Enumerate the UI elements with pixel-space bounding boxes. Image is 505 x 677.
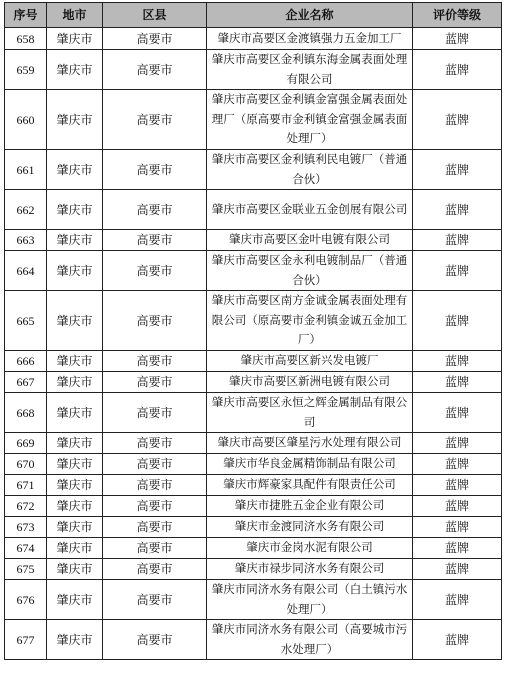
cell-rating-grade: 蓝牌 bbox=[413, 372, 502, 393]
table-row bbox=[5, 190, 502, 230]
cell-enterprise-name: 肇庆市高要区肇星污水处理有限公司 bbox=[207, 433, 413, 454]
cell-county: 高要市 bbox=[103, 620, 207, 660]
cell-enterprise-name: 肇庆市高要区金利镇东海金属表面处理有限公司 bbox=[207, 50, 413, 90]
table-row bbox=[5, 538, 502, 559]
cell-enterprise-name: 肇庆市华良金属精饰制品有限公司 bbox=[207, 454, 413, 475]
cell-county: 高要市 bbox=[103, 291, 207, 351]
cell-serial-no: 670 bbox=[5, 454, 47, 475]
cell-rating-grade: 蓝牌 bbox=[413, 496, 502, 517]
cell-rating-grade: 蓝牌 bbox=[413, 620, 502, 660]
cell-county: 高要市 bbox=[103, 433, 207, 454]
table-row bbox=[5, 496, 502, 517]
cell-enterprise-name: 肇庆市高要区金叶电镀有限公司 bbox=[207, 230, 413, 251]
cell-serial-no: 677 bbox=[5, 620, 47, 660]
cell-enterprise-name: 肇庆市高要区南方金诚金属表面处理有限公司（原高要市金利镇金诚五金加工厂） bbox=[207, 291, 413, 351]
cell-county: 高要市 bbox=[103, 190, 207, 230]
table-row bbox=[5, 28, 502, 50]
cell-enterprise-name: 肇庆市高要区金联业五金创展有限公司 bbox=[207, 190, 413, 230]
cell-enterprise-name: 肇庆市高要区新兴发电镀厂 bbox=[207, 351, 413, 372]
cell-rating-grade: 蓝牌 bbox=[413, 559, 502, 580]
cell-county: 高要市 bbox=[103, 28, 207, 50]
cell-county: 高要市 bbox=[103, 580, 207, 620]
table-body bbox=[5, 28, 502, 660]
cell-enterprise-name: 肇庆市高要区新洲电镀有限公司 bbox=[207, 372, 413, 393]
cell-serial-no: 661 bbox=[5, 150, 47, 190]
enterprise-rating-table bbox=[4, 2, 502, 660]
cell-county: 高要市 bbox=[103, 351, 207, 372]
cell-enterprise-name: 肇庆市辉豪家具配件有限责任公司 bbox=[207, 475, 413, 496]
cell-enterprise-name: 肇庆市高要区永恒之辉金属制品有限公司 bbox=[207, 393, 413, 433]
cell-rating-grade: 蓝牌 bbox=[413, 517, 502, 538]
cell-serial-no: 666 bbox=[5, 351, 47, 372]
cell-city: 肇庆市 bbox=[47, 50, 103, 90]
cell-enterprise-name: 肇庆市捷胜五金企业有限公司 bbox=[207, 496, 413, 517]
cell-rating-grade: 蓝牌 bbox=[413, 580, 502, 620]
table-row bbox=[5, 372, 502, 393]
cell-city: 肇庆市 bbox=[47, 150, 103, 190]
cell-rating-grade: 蓝牌 bbox=[413, 50, 502, 90]
cell-county: 高要市 bbox=[103, 517, 207, 538]
cell-serial-no: 663 bbox=[5, 230, 47, 251]
cell-city: 肇庆市 bbox=[47, 454, 103, 475]
cell-serial-no: 658 bbox=[5, 28, 47, 50]
cell-city: 肇庆市 bbox=[47, 559, 103, 580]
cell-serial-no: 672 bbox=[5, 496, 47, 517]
cell-serial-no: 671 bbox=[5, 475, 47, 496]
cell-serial-no: 673 bbox=[5, 517, 47, 538]
cell-serial-no: 660 bbox=[5, 90, 47, 150]
header-serial-no: 序号 bbox=[5, 3, 47, 28]
table-row bbox=[5, 393, 502, 433]
table-row bbox=[5, 559, 502, 580]
cell-enterprise-name: 肇庆市金岗水泥有限公司 bbox=[207, 538, 413, 559]
table-row bbox=[5, 580, 502, 620]
cell-serial-no: 668 bbox=[5, 393, 47, 433]
cell-serial-no: 676 bbox=[5, 580, 47, 620]
header-row bbox=[5, 3, 502, 28]
cell-serial-no: 675 bbox=[5, 559, 47, 580]
cell-rating-grade: 蓝牌 bbox=[413, 433, 502, 454]
cell-county: 高要市 bbox=[103, 393, 207, 433]
cell-city: 肇庆市 bbox=[47, 372, 103, 393]
cell-city: 肇庆市 bbox=[47, 538, 103, 559]
cell-rating-grade: 蓝牌 bbox=[413, 454, 502, 475]
cell-county: 高要市 bbox=[103, 150, 207, 190]
cell-city: 肇庆市 bbox=[47, 90, 103, 150]
cell-serial-no: 664 bbox=[5, 251, 47, 291]
cell-serial-no: 669 bbox=[5, 433, 47, 454]
table-row bbox=[5, 433, 502, 454]
table-row bbox=[5, 150, 502, 190]
table-row bbox=[5, 50, 502, 90]
table-row bbox=[5, 230, 502, 251]
cell-enterprise-name: 肇庆市高要区金渡镇强力五金加工厂 bbox=[207, 28, 413, 50]
table-row bbox=[5, 475, 502, 496]
cell-city: 肇庆市 bbox=[47, 620, 103, 660]
cell-rating-grade: 蓝牌 bbox=[413, 230, 502, 251]
cell-rating-grade: 蓝牌 bbox=[413, 28, 502, 50]
cell-county: 高要市 bbox=[103, 538, 207, 559]
cell-county: 高要市 bbox=[103, 372, 207, 393]
cell-county: 高要市 bbox=[103, 50, 207, 90]
cell-serial-no: 674 bbox=[5, 538, 47, 559]
cell-city: 肇庆市 bbox=[47, 517, 103, 538]
cell-city: 肇庆市 bbox=[47, 580, 103, 620]
cell-rating-grade: 蓝牌 bbox=[413, 190, 502, 230]
header-county: 区县 bbox=[103, 3, 207, 28]
cell-rating-grade: 蓝牌 bbox=[413, 475, 502, 496]
table-header bbox=[5, 3, 502, 28]
cell-enterprise-name: 肇庆市金渡同济水务有限公司 bbox=[207, 517, 413, 538]
cell-city: 肇庆市 bbox=[47, 28, 103, 50]
cell-serial-no: 659 bbox=[5, 50, 47, 90]
header-city: 地市 bbox=[47, 3, 103, 28]
table-row bbox=[5, 351, 502, 372]
cell-rating-grade: 蓝牌 bbox=[413, 90, 502, 150]
cell-serial-no: 665 bbox=[5, 291, 47, 351]
cell-rating-grade: 蓝牌 bbox=[413, 251, 502, 291]
header-enterprise-name: 企业名称 bbox=[207, 3, 413, 28]
table-row bbox=[5, 251, 502, 291]
cell-enterprise-name: 肇庆市高要区金利镇利民电镀厂（普通合伙） bbox=[207, 150, 413, 190]
table-row bbox=[5, 517, 502, 538]
table-row bbox=[5, 291, 502, 351]
cell-enterprise-name: 肇庆市禄步同济水务有限公司 bbox=[207, 559, 413, 580]
cell-county: 高要市 bbox=[103, 251, 207, 291]
cell-serial-no: 667 bbox=[5, 372, 47, 393]
cell-city: 肇庆市 bbox=[47, 475, 103, 496]
cell-county: 高要市 bbox=[103, 454, 207, 475]
cell-rating-grade: 蓝牌 bbox=[413, 538, 502, 559]
table-row bbox=[5, 90, 502, 150]
cell-city: 肇庆市 bbox=[47, 496, 103, 517]
cell-city: 肇庆市 bbox=[47, 230, 103, 251]
cell-rating-grade: 蓝牌 bbox=[413, 351, 502, 372]
cell-city: 肇庆市 bbox=[47, 291, 103, 351]
cell-enterprise-name: 肇庆市同济水务有限公司（高要城市污水处理厂） bbox=[207, 620, 413, 660]
cell-serial-no: 662 bbox=[5, 190, 47, 230]
cell-enterprise-name: 肇庆市高要区金利镇金富强金属表面处理厂（原高要市金利镇金富强金属表面处理厂） bbox=[207, 90, 413, 150]
cell-enterprise-name: 肇庆市高要区金永利电镀制品厂（普通合伙） bbox=[207, 251, 413, 291]
cell-city: 肇庆市 bbox=[47, 351, 103, 372]
cell-city: 肇庆市 bbox=[47, 433, 103, 454]
cell-rating-grade: 蓝牌 bbox=[413, 393, 502, 433]
cell-county: 高要市 bbox=[103, 90, 207, 150]
cell-rating-grade: 蓝牌 bbox=[413, 150, 502, 190]
table-row bbox=[5, 454, 502, 475]
cell-county: 高要市 bbox=[103, 475, 207, 496]
cell-city: 肇庆市 bbox=[47, 393, 103, 433]
table-row bbox=[5, 620, 502, 660]
cell-city: 肇庆市 bbox=[47, 251, 103, 291]
table-wrapper bbox=[4, 2, 502, 660]
cell-county: 高要市 bbox=[103, 559, 207, 580]
cell-rating-grade: 蓝牌 bbox=[413, 291, 502, 351]
cell-city: 肇庆市 bbox=[47, 190, 103, 230]
cell-enterprise-name: 肇庆市同济水务有限公司（白土镇污水处理厂） bbox=[207, 580, 413, 620]
cell-county: 高要市 bbox=[103, 496, 207, 517]
header-rating-grade: 评价等级 bbox=[413, 3, 502, 28]
cell-county: 高要市 bbox=[103, 230, 207, 251]
